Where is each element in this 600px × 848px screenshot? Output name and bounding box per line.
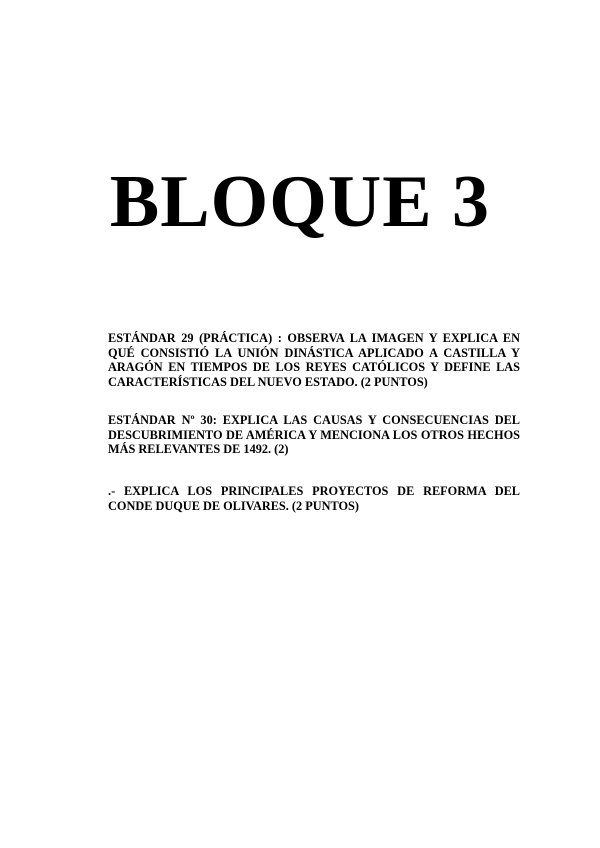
question-standard-29: ESTÁNDAR 29 (PRÁCTICA) : OBSERVA LA IMAGEN Y EXPLICA EN QUÉ CONSISTIÓ LA UNIÓN DINÁSTICA APLICADO A CASTILLA Y ARAGÓN EN TIEMPOS DE LOS REYES CATÓLICOS Y DEFINE LAS CARACTERÍSTICAS DEL NUEVO ESTADO. (2 PUNTOS) (108, 331, 520, 389)
question-standard-30: ESTÁNDAR Nº 30: EXPLICA LAS CAUSAS Y CONSECUENCIAS DEL DESCUBRIMIENTO DE AMÉRICA Y MENCIONA LOS OTROS HECHOS MÁS RELEVANTES DE 1492. (2) (108, 413, 520, 456)
page-title: BLOQUE 3 (109, 161, 491, 243)
question-olivares-reform: .- EXPLICA LOS PRINCIPALES PROYECTOS DE REFORMA DEL CONDE DUQUE DE OLIVARES. (2 PUNTOS) (108, 484, 520, 513)
